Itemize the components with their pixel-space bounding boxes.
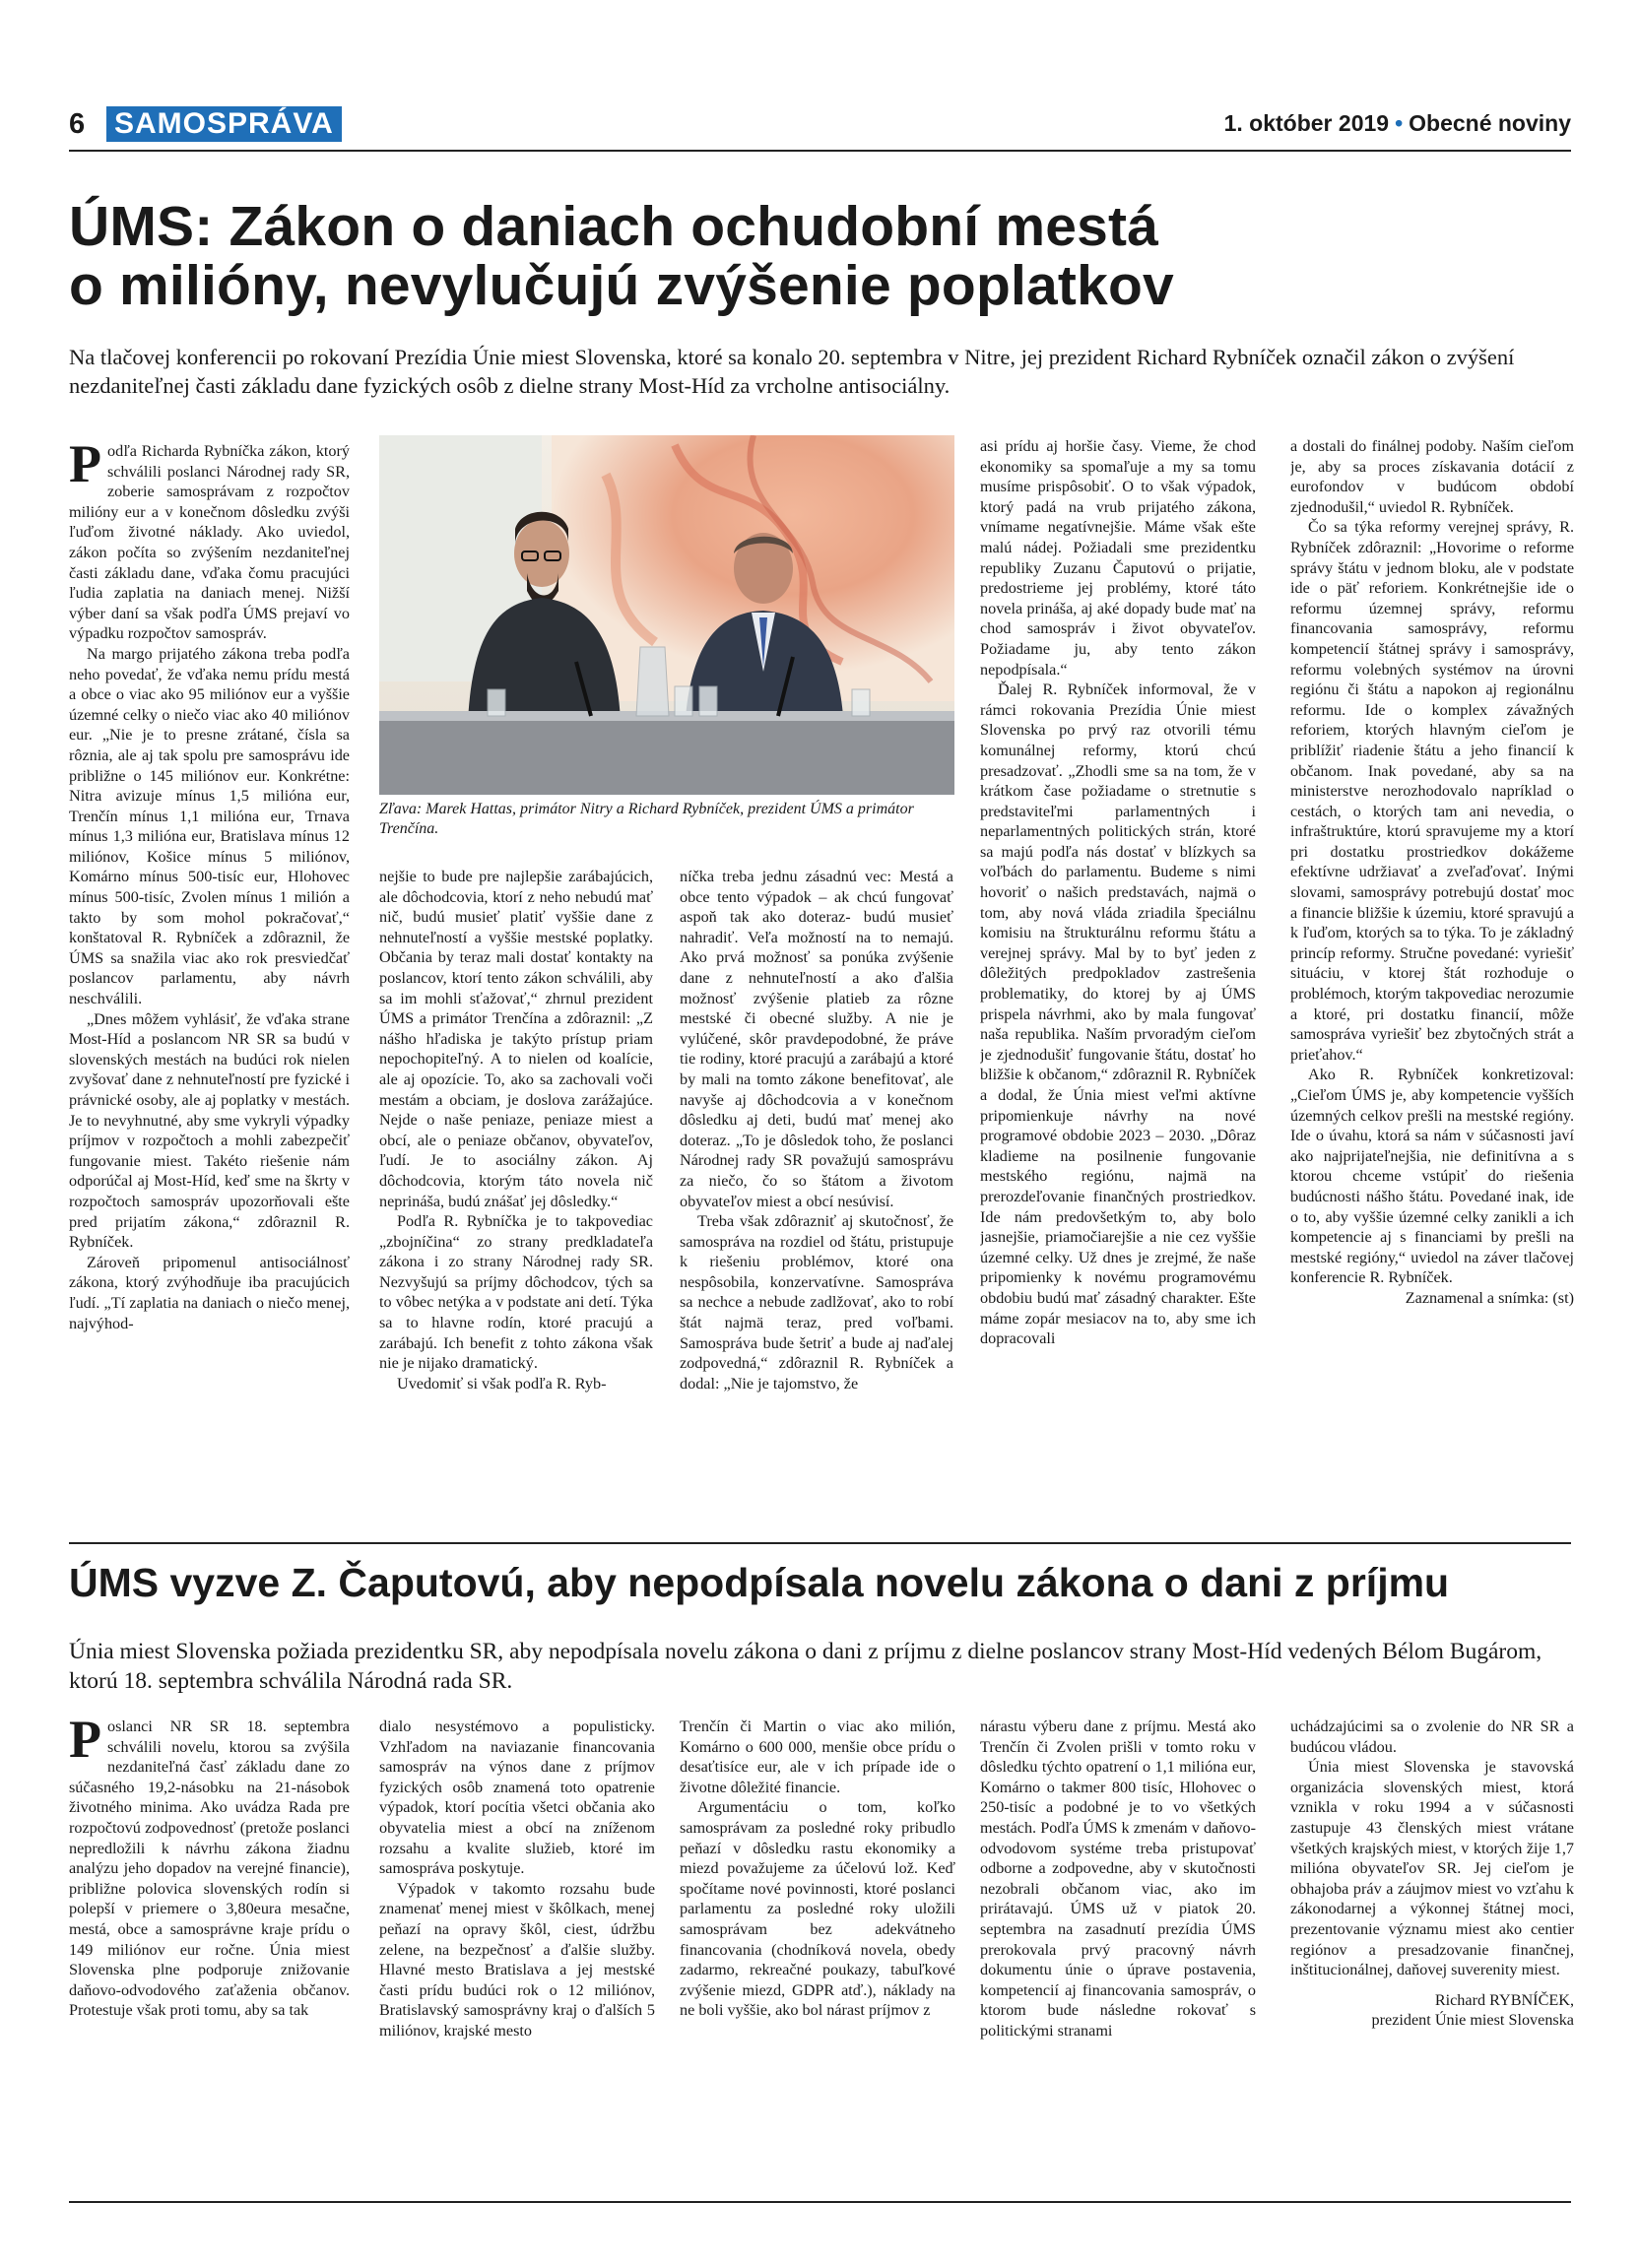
article2-column-4 [980, 1717, 1256, 2194]
paragraph: uchádzajúcimi sa o zvolenie do NR SR a budúcou vládou. [1290, 1717, 1574, 1756]
paragraph: Na margo prijatého zákona treba podľa neho povedať, že vďaka nemu prídu mestá a obce o viac ako 95 miliónov eur a vyššie územné celky o niečo viac ako 40 miliónov eur. „Nie je to presne zrátané, čísla sa rôznia, ale aj tak spolu pre samosprávu ide približne o 145 miliónov eur. Konkrétne: Nitra avizuje mínus 1,5 milióna eur, Trenčín mínus 1,1 milióna eur, Trnava mínus 1,3 milióna eur, Bratislava mínus 12 miliónov, Košice mínus 5 miliónov, Komárno mínus 500-tisíc eur, Hlohovec mínus 500-tisíc, Zvolen mínus 1 milión a takto by som mohol pokračovať,“ konštatoval R. Rybníček a zdôraznil, že ÚMS sa snažila viac ako rok presviedčať poslancov parlamentu, aby návrh neschválili. [69, 644, 350, 1008]
paragraph: Argumentáciu o tom, koľko samosprávam za posledné roky pribudlo peňazí v dôsledku rastu ekonomiky a miezd považujeme za účelovú lož. Keď spočítame nové povinnosti, ktoré poslanci parlamentu za posledné roky uložili samosprávam bez adekvátneho financovania (chodníková novela, obedy zadarmo, rekreačné poukazy, tabuľkové zvýšenie miezd, GDPR atď.), náklady na ne boli vyššie, ako bol nárast príjmov z [680, 1798, 955, 2020]
paragraph: Trenčín či Martin o viac ako milión, Komárno o 600 000, menšie obce prídu o desaťtisíce eur, ale v ich prípade ide o životne dôležité financie. [680, 1717, 955, 1796]
article2-column-1 [69, 1717, 350, 2194]
article2-column-3 [680, 1717, 955, 2194]
headline-line-2: o milióny, nevylučujú zvýšenie poplatkov [69, 254, 1174, 317]
header-rule [69, 150, 1571, 152]
paragraph: Únia miest Slovenska je stavovská organizácia slovenských miest, ktorá vznikla v roku 1994 a v súčasnosti zastupuje 43 členských miest vrátane všetkých krajských miest, v ktorých žije 1,7 milióna obyvateľov SR. Jej cieľom je obhajoba práv a záujmov miest vo vzťahu k zákonodarnej a výkonnej štátnej moci, prezentovanie významu miest ako centier regiónov a presadzovanie finančnej, inštitucionálnej, daňovej suverenity miest. [1290, 1758, 1574, 1979]
photo-illustration [379, 435, 954, 795]
drop-cap: P [69, 441, 101, 493]
paragraph: Ako R. Rybníček konkretizoval: „Cieľom ÚMS je, aby kompetencie vyšších územných celkov prešli na mestské regióny. Ide o úvahu, ktorá sa nám v súčasnosti javí ako najprijateľnejšia, nie definitívna a s ktorou chceme vstúpiť do riešenia budúcnosti nášho štátu. Povedané inak, ide o to, aby vyššie územné celky zanikli a ich kompetencie aj s financiami by prešli na mestské regióny,“ uviedol na záver tlačovej konferencie R. Rybníček. [1290, 1066, 1574, 1287]
article1-column-1 [69, 441, 350, 1534]
paragraph: nejšie to bude pre najlepšie zarábajúcich, ale dôchodcovia, ktorí z neho nebudú mať nič, budú musieť platiť vyššie dane z nehnuteľností a vyššie mestské poplatky. Občania by teraz mali dostať kontakty na poslancov, ktorí tento zákon schválili, aby sa im mohli sťažovať,“ zhrnul prezident ÚMS a primátor Trenčína a zdôraznil: „Z nášho hľadiska je takýto prístup priam nepochopiteľný. A to nielen od koalície, ale aj opozície. To, ako sa zachovali voči mestám a obciam, je doslova zarážajúce. Nejde o naše peniaze, peniaze miest a obcí, ale o peniaze občanov, obyvateľov, ľudí. Je to asociálny zákon. Aj dôchodcovia, ktorým táto novela nič neprináša, budú znášať jej dôsledky.“ [379, 868, 653, 1210]
paragraph: asi prídu aj horšie časy. Vieme, že chod ekonomiky sa spomaľuje a my sa tomu musíme prispôsobiť. O to však výpadok, ktorý padá na vrub prijatého zákona, vnímame negatívnejšie. Máme však ešte malú nádej. Požiadali sme prezidentku republiky Zuzanu Čaputovú o prijatie, predostrieme jej problémy, ktoré táto novela prináša, aj aké dopady bude mať na chod samospráv i život obyvateľov. Požiadame ju, aby tento zákon nepodpísala.“ [980, 437, 1256, 679]
page-number: 6 [69, 108, 86, 140]
byline: Zaznamenal a snímka: (st) [1405, 1288, 1574, 1307]
article2-column-2 [379, 1717, 655, 2194]
article1-column-3 [680, 867, 953, 1534]
drop-cap: P [69, 1717, 101, 1769]
separator-dot: • [1395, 110, 1404, 136]
signature-name: Richard RYBNÍČEK, [1434, 1990, 1574, 2009]
paragraph: Treba však zdôrazniť aj skutočnosť, že samospráva na rozdiel od štátu, pristupuje k riešeniu problémov, ktoré ona nespôsobila, konzervatívne. Samospráva sa nechce a nebude zadlžovať, ako to robí štát najmä teraz, pred voľbami. Samospráva bude šetriť a bude aj naďalej zodpovedná,“ zdôraznil R. Rybníček a dodal: „Nie je tajomstvo, že [680, 1212, 953, 1393]
publication-name: Obecné noviny [1409, 110, 1571, 136]
article1-column-2 [379, 867, 653, 1534]
paragraph: Výpadok v takomto rozsahu bude znamenať menej miest v škôlkach, menej peňazí na opravy škôl, ciest, údržbu zelene, na bezpečnosť a ďalšie služby. Hlavné mesto Bratislava a jej mestské časti prídu budúci rok o 12 miliónov, Bratislavský samosprávny kraj o ďalších 5 miliónov, krajské mesto [379, 1879, 655, 2040]
paragraph: Zároveň pripomenul antisociálnosť zákona, ktorý zvýhodňuje iba pracujúcich ľudí. „Tí zaplatia na daniach o niečo menej, najvýhod- [69, 1253, 350, 1332]
issue-date: 1. október 2019 [1223, 110, 1390, 136]
article2-column-5 [1290, 1717, 1574, 2194]
paragraph: níčka treba jednu zásadnú vec: Mestá a obce tento výpadok – ak chcú fungovať aspoň tak ako doteraz- budú musieť nahradiť. Veľa možností na to nemajú. Ako prvá možnosť sa ponúka zvýšenie dane z nehnuteľností a ako ďalšia možnosť zvýšenie platieb za rôzne mestské či obecné služby. A nie je vylúčené, skôr pravdepodobné, že práve tie rodiny, ktoré pracujú a zarábajú a ktoré by mali na tomto zákone benefitovať, ale navyše aj dôchodcovia a v konečnom dôsledku aj deti, budú mať menej ako doteraz. „To je dôsledok toho, že poslanci Národnej rady SR považujú samosprávu za niečo, čo so štátom a životom obyvateľov miest a obcí nesúvisí. [680, 868, 953, 1210]
section-label: SAMOSPRÁVA [106, 106, 342, 142]
article1-headline [69, 197, 1576, 315]
headline-line-1: ÚMS: Zákon o daniach ochudobní mestá [69, 195, 1159, 258]
press-conference-photo [379, 435, 954, 795]
paragraph: Uvedomiť si však podľa R. Ryb- [397, 1374, 607, 1393]
article-divider [69, 1542, 1571, 1544]
signature-title: prezident Únie miest Slovenska [1371, 2011, 1574, 2030]
paragraph: a dostali do finálnej podoby. Naším cieľom je, aby sa proces získavania dotácií z eurofondov v budúcom období zjednodušil,“ uviedol R. Rybníček. [1290, 437, 1574, 516]
article2-lead: Únia miest Slovenska požiada prezidentku SR, aby nepodpísala novelu zákona o dani z príjmu z dielne poslancov strany Most-Híd vedených Bélom Bugárom, ktorú 18. septembra schválila Národná rada SR. [69, 1639, 1542, 1694]
paragraph: Podľa R. Rybníčka je to takpovediac „zbojníčina“ zo strany predkladateľa zákona i zo strany Národnej rady SR. Nezvyšujú sa príjmy dôchodcov, tých sa to vôbec netýka a v podstate ani detí. Týka sa to hlavne rodín, ktoré pracujú a zarábajú. Ich benefit z tohto zákona však nie je nijako dramatický. [379, 1212, 653, 1373]
paragraph: dialo nesystémovo a populisticky. Vzhľadom na naviazanie financovania samospráv na výnos dane z príjmov fyzických osôb znamená toto opatrenie výpadok, ktorí pocítia všetci občania ako obyvatelia miest a obcí na zníženom rozsahu a kvalite služieb, ktoré im samospráva poskytuje. [379, 1717, 655, 1878]
article1-column-4 [980, 436, 1256, 1534]
article1-column-5 [1290, 436, 1574, 1534]
paragraph: Čo sa týka reformy verejnej správy, R. Rybníček zdôraznil: „Hovorime o reforme správy štátu v jednom bloku, ale v podstate ide o päť reforiem. Konkrétnejšie ide o reformu územnej správy, reformu financovania samosprávy, reformu kompetencií štátnej správy i samosprávy, reformu volebných systémov na úrovni regiónu či štátu a napokon aj regionálnu reformu. Ide o komplex závažných reforiem, ktorých hlavným cieľom je priblížiť riadenie štátu a jeho financií k občanom. Inak povedané, aby sa na ministerstve nerozhodovalo napríklad o cestách, o ktorých tam ani nevedia, o infraštruktúre, ktorú spravujeme my a ktorí pri dostatku prostriedkov dokážeme efektívne udržiavať a zveľaďovať. Inými slovami, samosprávy potrebujú dostať moc a financie bližšie k územiu, ktoré spravujú a k ľuďom, ktorých sa to týka. To je základný princíp reformy. Stručne povedané: vyriešiť situáciu, v ktorej štát rozhoduje o problémoch, ktorým takpovediac nerozumie a ktoré, pri dostatku financií, môže samospráva vyriešiť bez zbytočných strát a prieťahov.“ [1290, 518, 1574, 1064]
paragraph: Ďalej R. Rybníček informoval, že v rámci rokovania Prezídia Únie miest Slovenska po prvý raz otvorili tému komunálnej reformy, ktorú chcú presadzovať. „Zhodli sme sa na tom, že v krátkom čase požiadame o stretnutie s predstaviteľmi parlamentných i neparlamentných politických strán, ktoré sa majú podľa nás dostať v blízkych sa voľbách do parlamentu. Budeme s nimi hovoriť o našich predstavách, najmä o tom, aby nová vláda zriadila špeciálnu komisiu na štrukturálnu reformu štátu a verejnej správy. Mal by to byť jeden z dôležitých predpokladov zastrešenia problematiky, do ktorej by aj ÚMS prispela návrhmi, ako by mala fungovať naša republika. Naším prvoradým cieľom je zjednodušiť fungovanie štátu, dostať ho bližšie k občanom,“ zdôraznil R. Rybníček a dodal, že Únia miest veľmi aktívne pripomienkuje návrhy na nové programové obdobie 2023 – 2030. „Dôraz kladieme na posilnenie fungovanie mestského regiónu, najmä na prerozdeľovanie finančných prostriedkov. Ide nám predovšetkým to, aby bolo jasnejšie, priamočiarejšie a nie cez vyššie územné celky. Už dnes je zrejmé, že naše pripomienky k novému programovému obdobiu budú mať zásadný charakter. Ešte máme zopár mesiacov na to, aby sme ich dopracovali [980, 680, 1256, 1348]
page-header [69, 106, 1571, 146]
footer-rule [69, 2201, 1571, 2203]
paragraph: „Dnes môžem vyhlásiť, že vďaka strane Most-Híd a poslancom NR SR sa budú v slovenských mestách na budúci rok nielen zvyšovať dane z nehnuteľností pre fyzické i právnické osoby, ale aj poplatky v mestách. Je to nevyhnutné, aby sme vykryli výpadky príjmov v rozpočtoch a mohli zabezpečiť fungovanie miest. Takéto riešenie nám odporúčal aj Most-Híd, keď sme na škrty v rozpočtoch samospráv upozorňovali ešte pred prijatím zákona,“ zdôraznil R. Rybníček. [69, 1009, 350, 1252]
paragraph: Poslanci NR SR 18. septembra schválili novelu, ktorou sa zvýšila nezdaniteľná časť základu dane zo súčasného 19,2-násobku na 21-násobok životného minima. Ako uvádza Rada pre rozpočtovú zodpovednosť (pretože poslanci nepredložili k návrhu zákona žiadnu analýzu jeho dopadov na verejné financie), približne polovica slovenských rodín si polepší v priemere o 3,80eura mesačne, mestá, obce a samosprávne kraje prídu o 149 miliónov eur ročne. Únia miest Slovenska plne podporuje znižovanie daňovo-odvodového zaťaženia občanov. Protestuje však proti tomu, aby sa tak [69, 1717, 350, 2020]
paragraph: nárastu výberu dane z príjmu. Mestá ako Trenčín či Zvolen prišli v tomto roku v dôsledku týchto opatrení o 1,1 milióna eur, Komárno o takmer 800 tisíc, Hlohovec o 250-tisíc a podobné je to vo všetkých mestách. Podľa ÚMS k zmenám v daňovo-odvodovom systéme treba pristupovať odborne a zodpovedne, aby v skutočnosti nezobrali občanom viac, ako im prirátavajú. ÚMS už v piatok 20. septembra na zasadnutí prezídia ÚMS prerokovala prvý pracovný návrh dokumentu únie o úprave postavenia, kompetencií aj financovania samospráv, o ktorom bude následne rokovať s politickými stranami [980, 1717, 1256, 2040]
article2-headline: ÚMS vyzve Z. Čaputovú, aby nepodpísala novelu zákona o dani z príjmu [69, 1560, 1450, 1605]
issue-info [1224, 110, 1571, 137]
photo-caption: Zľava: Marek Hattas, primátor Nitry a Richard Rybníček, prezident ÚMS a primátor Trenčína. [379, 801, 914, 837]
article1-lead: Na tlačovej konferencii po rokovaní Prezídia Únie miest Slovenska, ktoré sa konalo 20. septembra v Nitre, jej prezident Richard Rybníček označil zákon o zvýšení nezdaniteľnej časti základu dane fyzických osôb z dielne strany Most-Híd za vrcholne antisociálny. [69, 345, 1515, 398]
paragraph: Podľa Richarda Rybníčka zákon, ktorý schválili poslanci Národnej rady SR, zoberie samosprávam z rozpočtov milióny eur a v konečnom dôsledku zvýši ľuďom životné náklady. Ako uviedol, zákon počíta so zvýšením nezdaniteľnej časti základu dane, vďaka čomu pracujúci ľudia zaplatia na daniach menej. Nižší výber daní sa však podľa ÚMS prejaví vo výpadku rozpočtov samospráv. [69, 441, 350, 643]
